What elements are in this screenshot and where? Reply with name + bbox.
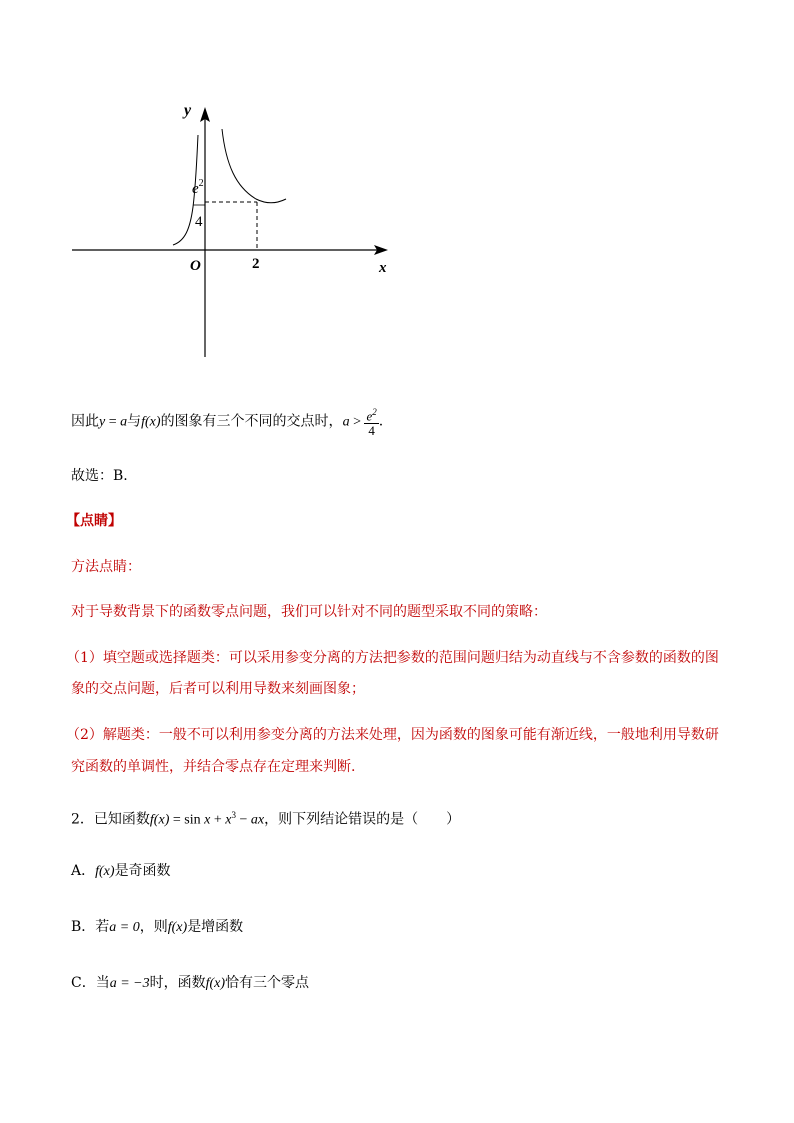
rhs-a: a	[120, 414, 128, 430]
frac-denominator: 4	[368, 423, 375, 439]
point2-line1: （2）解题类：一般不可以利用参变分离的方法来处理，因为函数的图象可能有渐近线，一般地利用导数研	[66, 727, 719, 743]
option-c-text: 恰有三个零点	[225, 975, 310, 991]
option-a-fx: f(x)	[95, 864, 115, 879]
question-minus: −	[235, 812, 251, 828]
question-fx: f(x)	[149, 812, 170, 828]
question-x1: x	[204, 812, 211, 828]
question-sin: sin	[184, 812, 205, 828]
curve-right-branch	[222, 129, 286, 203]
point2-line2: 究函数的单调性，并结合零点存在定理来判断.	[71, 759, 356, 775]
gt-sign: >	[349, 414, 365, 430]
option-c-mid: 时，函数	[149, 975, 206, 991]
question-tail: ，则下列结论错误的是（ ）	[264, 811, 461, 828]
eq-sign: =	[105, 414, 121, 430]
conclusion-prefix: 因此	[71, 413, 99, 430]
option-b-cond: a = 0	[109, 920, 140, 935]
question-ax: ax	[250, 812, 265, 828]
fx-term: f(x)	[141, 414, 161, 430]
option-b-prefix: B．若	[71, 919, 110, 935]
option-b-text: 是增函数	[187, 919, 244, 935]
point1-line1: （1）填空题或选择题类：可以采用参变分离的方法把参数的范围问题归结为动直线与不含参数的函数的图	[66, 650, 719, 666]
fraction-e2-over-4	[364, 405, 378, 438]
origin-label: O	[190, 258, 201, 274]
method-title: 方法点睛：	[71, 559, 141, 575]
answer-line: 故选：B.	[71, 468, 128, 484]
conclusion-mid2: 的图象有三个不同的交点时，	[160, 413, 343, 430]
question-plus: +	[210, 812, 226, 828]
frac-exponent: 2	[372, 407, 377, 417]
question-2	[71, 805, 460, 831]
question-eq: =	[169, 812, 185, 828]
function-graph	[60, 95, 400, 365]
strategy-intro: 对于导数背景下的函数零点问题，我们可以针对不同的题型采取不同的策略：	[71, 604, 547, 620]
question-x2: x	[225, 812, 232, 828]
option-b-mid: ，则	[139, 919, 168, 935]
conclusion-line	[71, 405, 383, 438]
option-a	[71, 861, 171, 882]
question-number: 2．已知函数	[71, 811, 150, 828]
option-b-fx: f(x)	[167, 920, 188, 935]
conclusion-mid: 与	[127, 413, 142, 430]
option-b	[71, 917, 243, 938]
a-var: a	[342, 414, 350, 430]
option-c-cond: a = −3	[109, 976, 150, 991]
x-axis-label: x	[379, 260, 387, 276]
y-axis-label: y	[184, 102, 192, 119]
option-c-fx: f(x)	[205, 976, 226, 991]
y-tick-denominator: 4	[195, 214, 203, 230]
y-tick-numerator: $e^2$	[192, 178, 204, 197]
question-exp3: 3	[231, 810, 236, 820]
option-c-prefix: C．当	[71, 975, 110, 991]
lhs-y: y	[99, 414, 106, 430]
option-c	[71, 973, 309, 994]
option-a-prefix: A．	[71, 863, 96, 879]
x-tick-2: 2	[252, 256, 260, 272]
point1-line2: 象的交点问题，后者可以利用导数来刻画图象；	[71, 681, 365, 697]
option-a-text: 是奇函数	[114, 863, 171, 879]
frac-numerator: e	[366, 408, 373, 424]
comment-header: 【点睛】	[66, 513, 122, 529]
conclusion-end: .	[378, 413, 384, 430]
